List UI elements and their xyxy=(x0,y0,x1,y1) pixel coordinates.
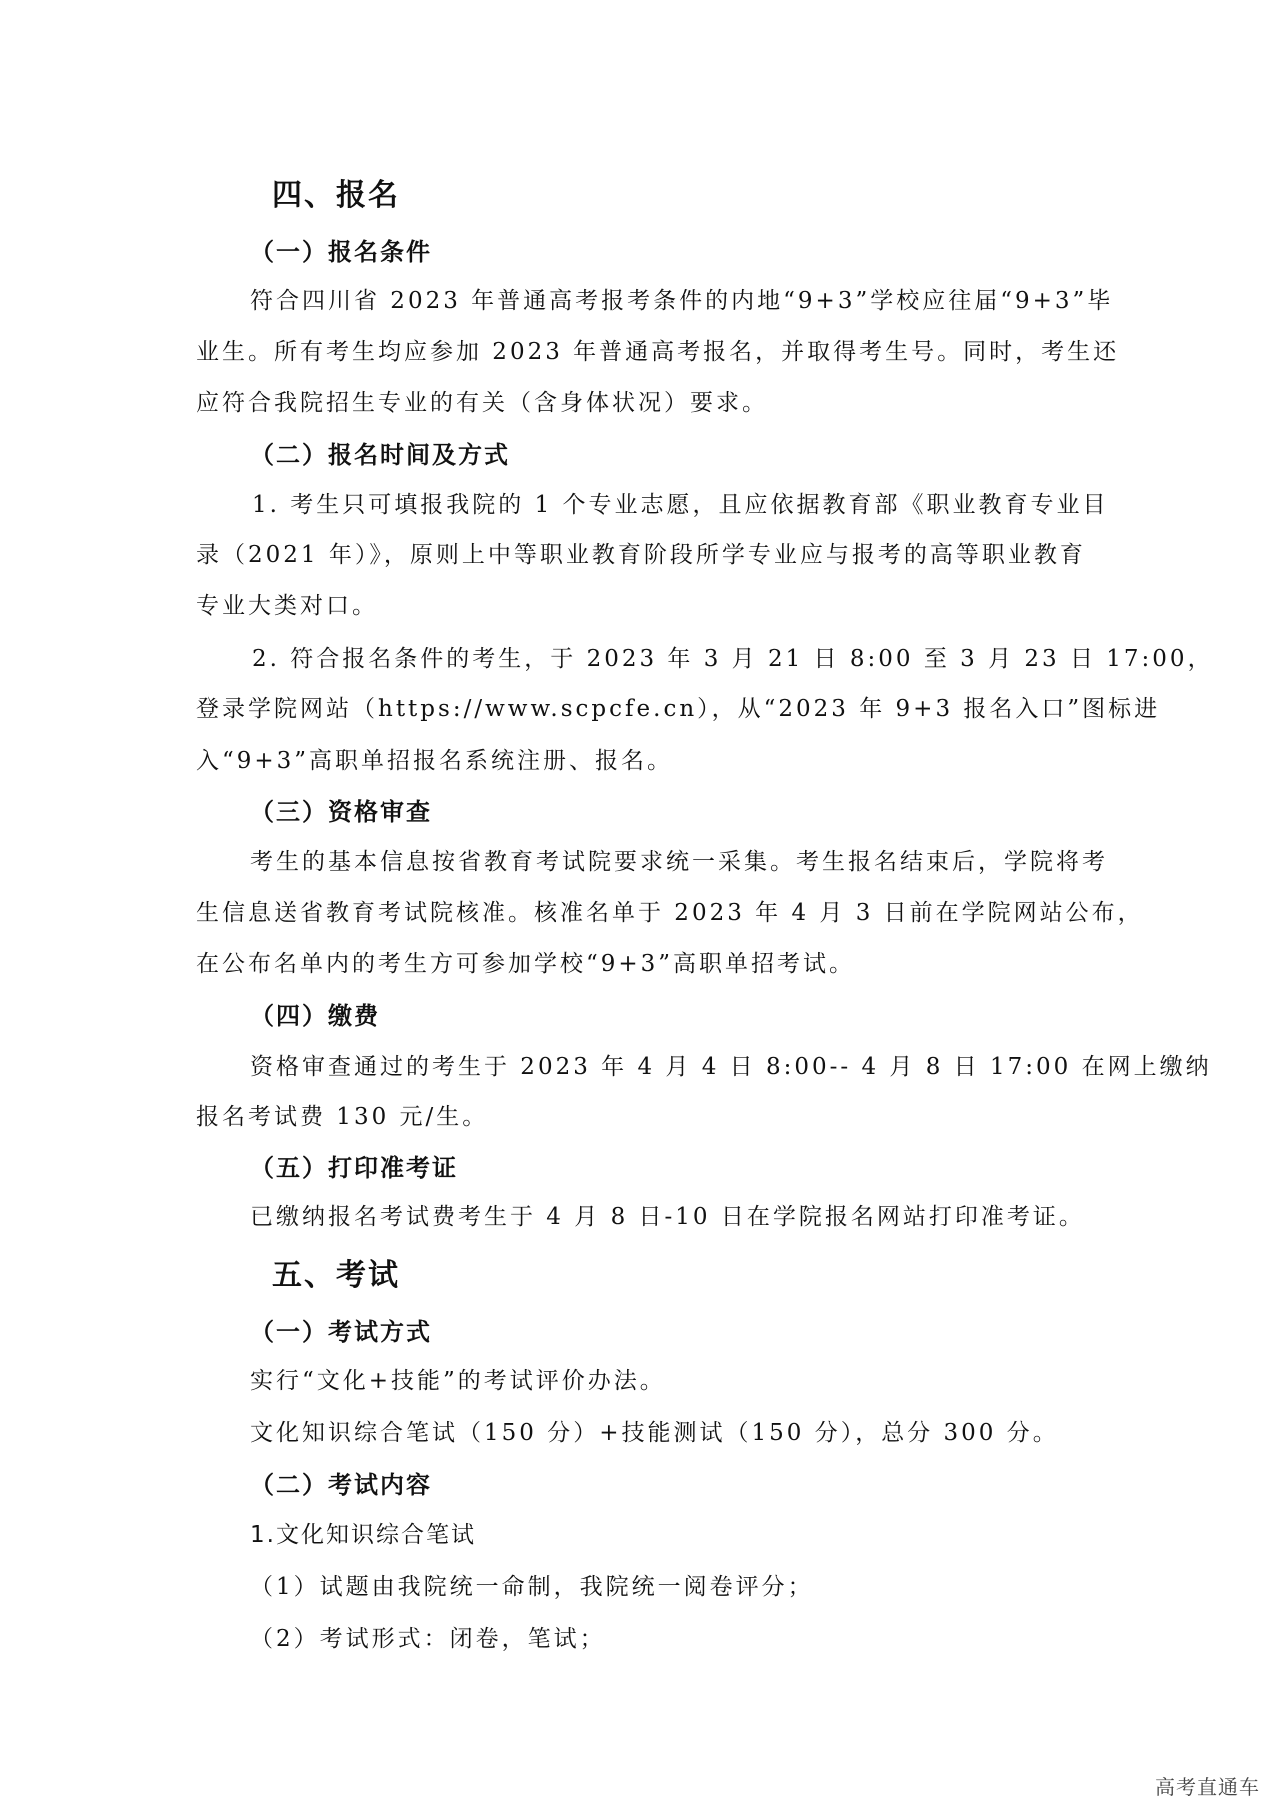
section-4-5-heading: （五）打印准考证 xyxy=(250,1154,458,1182)
paragraph-line: 实行“文化+技能”的考试评价办法。 xyxy=(250,1368,666,1394)
section-4-1-heading: （一）报名条件 xyxy=(250,238,432,266)
paragraph-line: 业生。所有考生均应参加 2023 年普通高考报名，并取得考生号。同时，考生还 xyxy=(196,339,1120,365)
paragraph-line: 资格审查通过的考生于 2023 年 4 月 4 日 8:00-- 4 月 8 日 17:00 在网上缴纳 xyxy=(250,1054,1212,1080)
section-5-heading: 五、考试 xyxy=(272,1258,400,1293)
paragraph-line: 已缴纳报名考试费考生于 4 月 8 日-10 日在学院报名网站打印准考证。 xyxy=(250,1204,1085,1230)
section-5-2-heading: （二）考试内容 xyxy=(250,1471,432,1499)
list-item: （1）试题由我院统一命制，我院统一阅卷评分； xyxy=(250,1574,814,1600)
paragraph-line: 录（2021 年）》，原则上中等职业教育阶段所学专业应与报考的高等职业教育 xyxy=(196,542,1086,568)
paragraph-line: 报名考试费 130 元/生。 xyxy=(196,1104,489,1130)
paragraph-line: 考生的基本信息按省教育考试院要求统一采集。考生报名结束后，学院将考 xyxy=(250,849,1108,875)
subsection-heading: 1.文化知识综合笔试 xyxy=(250,1522,476,1548)
paragraph-line: 1. 考生只可填报我院的 1 个专业志愿，且应依据教育部《职业教育专业目 xyxy=(252,492,1109,518)
paragraph-line: 在公布名单内的考生方可参加学校“9+3”高职单招考试。 xyxy=(196,951,856,977)
section-5-1-heading: （一）考试方式 xyxy=(250,1318,432,1346)
section-4-4-heading: （四）缴费 xyxy=(250,1002,380,1030)
section-4-2-heading: （二）报名时间及方式 xyxy=(250,441,510,469)
paragraph-line: 符合四川省 2023 年普通高考报考条件的内地“9+3”学校应往届“9+3”毕 xyxy=(250,288,1114,314)
section-4-heading: 四、报名 xyxy=(272,178,400,213)
list-item: （2）考试形式：闭卷，笔试； xyxy=(250,1626,606,1652)
paragraph-line: 生信息送省教育考试院核准。核准名单于 2023 年 4 月 3 日前在学院网站公布， xyxy=(196,900,1144,926)
paragraph-line: 2. 符合报名条件的考生，于 2023 年 3 月 21 日 8:00 至 3 月 23 日 17:00， xyxy=(252,646,1214,672)
paragraph-line: 应符合我院招生专业的有关（含身体状况）要求。 xyxy=(196,390,768,416)
section-4-3-heading: （三）资格审查 xyxy=(250,798,432,826)
paragraph-line: 登录学院网站（https://www.scpcfe.cn），从“2023 年 9+3 报名入口”图标进 xyxy=(196,696,1161,722)
paragraph-line: 专业大类对口。 xyxy=(196,593,378,619)
paragraph-line: 入“9+3”高职单招报名系统注册、报名。 xyxy=(196,748,674,774)
watermark: 高考直通车 xyxy=(1155,1775,1260,1799)
paragraph-line: 文化知识综合笔试（150 分）+技能测试（150 分），总分 300 分。 xyxy=(250,1420,1059,1446)
